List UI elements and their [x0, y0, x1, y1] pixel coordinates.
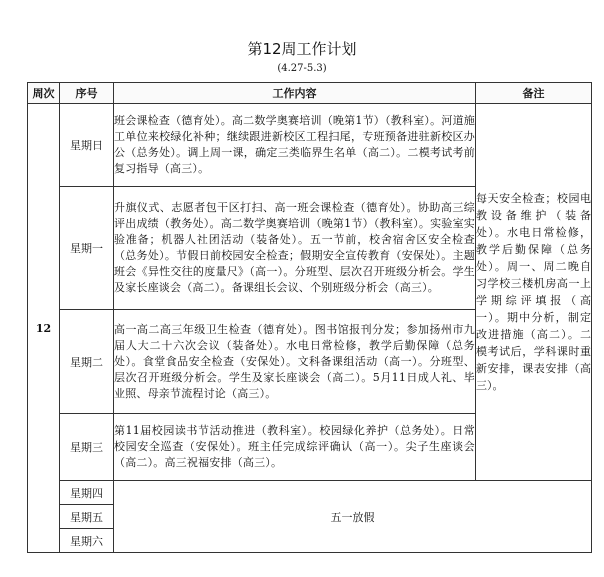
day-content: 高一高二高三年级卫生检查（德育处）。图书馆报刊分发；参加扬州市九届人大二十六次会议（装备处）。水电日常检修，教学后勤保障（总务处）。食堂食品安全检查（安保处）。文科备课组活动（高一）。分班型、层次召开班级分析会。学生及家长座谈会（高二）。5月11日成人礼、毕业照、母亲节流程讨论（高三）。 [114, 310, 476, 414]
work-plan-table [27, 82, 592, 553]
notes-cell: 每天安全检查；校园电教设备维护（装备处）。水电日常检修，教学后勤保障（总务处）。周一、周二晚自习学校三楼机房高一上学期综评填报（高一）。期中分析，制定改进措施（高二）。二模考试后，学科课时重新安排，课表安排（高三）。 [476, 104, 592, 481]
header-content: 工作内容 [114, 83, 476, 104]
day-content: 班会课检查（德育处）。高二数学奥赛培训（晚第1节）（教科室）。河道施工单位来校绿化补种；继续跟进新校区工程扫尾，专班预备进驻新校区办公（总务处）。调上周一课，确定三类临界生名单（高二）。二模考试考前复习指导（高三）。 [114, 104, 476, 187]
day-label: 星期五 [60, 505, 114, 529]
day-label: 星期三 [60, 414, 114, 481]
day-label: 星期四 [60, 481, 114, 505]
holiday-cell: 五一放假 [114, 481, 592, 553]
day-label: 星期一 [60, 187, 114, 310]
day-content: 升旗仪式、志愿者包干区打扫、高一班会课检查（德育处）。协助高三综评出成绩（教务处）。高二数学奥赛培训（晚第1节）（教科室）。实验室实验准备；机器人社团活动（装备处）。五一节前，校舍宿舍区安全检查（总务处）。节假日前校园安全检查；假期安全宣传教育（安保处）。主题班会《异性交往的度量尺》（高一）。分班型、层次召开班级分析会。学生及家长座谈会（高二）。备课组长会议、个别班级分析会（高三）。 [114, 187, 476, 310]
header-seq: 序号 [60, 83, 114, 104]
page-title: 第12周工作计划 [247, 40, 357, 58]
day-label: 星期日 [60, 104, 114, 187]
week-number: 12 [28, 104, 60, 553]
day-label: 星期二 [60, 310, 114, 414]
header-row [28, 83, 592, 104]
header-note: 备注 [476, 83, 592, 104]
day-label: 星期六 [60, 529, 114, 553]
date-range: (4.27-5.3) [277, 63, 327, 74]
table-row [28, 104, 592, 187]
table-row [28, 481, 592, 505]
day-content: 第11届校园读书节活动推进（教科室）。校园绿化养护（总务处）。日常校园安全巡查（安保处）。班主任完成综评确认（高一）。尖子生座谈会（高二）。高三祝福安排（高三）。 [114, 414, 476, 481]
header-week: 周次 [28, 83, 60, 104]
